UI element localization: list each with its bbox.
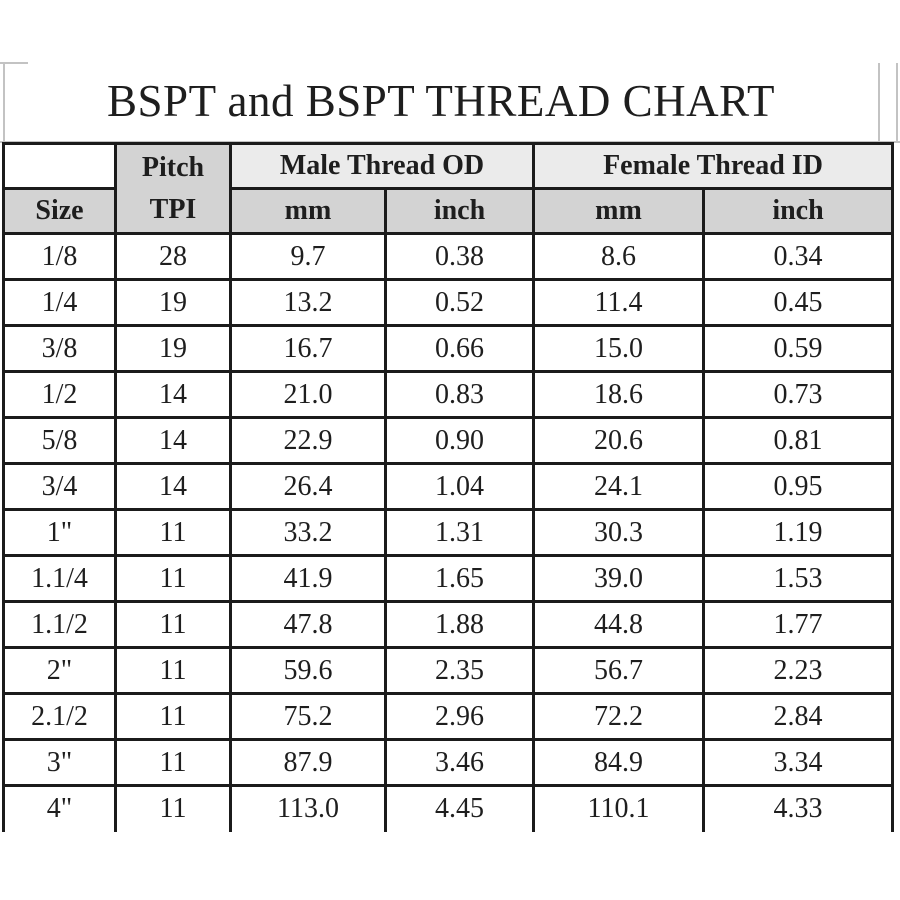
header-size: Size bbox=[4, 189, 116, 234]
cell-size: 1" bbox=[4, 510, 116, 556]
header-pitch-tpi bbox=[116, 144, 231, 234]
header-male-mm: mm bbox=[231, 189, 386, 234]
cell-pitch-tpi: 14 bbox=[116, 418, 231, 464]
cell-pitch-tpi: 11 bbox=[116, 694, 231, 740]
cell-female-id-inch: 1.53 bbox=[704, 556, 893, 602]
cell-male-od-mm: 75.2 bbox=[231, 694, 386, 740]
cell-size: 5/8 bbox=[4, 418, 116, 464]
cell-size: 1/2 bbox=[4, 372, 116, 418]
cell-male-od-mm: 47.8 bbox=[231, 602, 386, 648]
cell-female-id-mm: 15.0 bbox=[534, 326, 704, 372]
cell-female-id-mm: 8.6 bbox=[534, 234, 704, 280]
cell-female-id-inch: 0.81 bbox=[704, 418, 893, 464]
header-female-thread-id: Female Thread ID bbox=[534, 144, 893, 189]
corner-blank-cell bbox=[4, 144, 116, 189]
cell-size: 1.1/2 bbox=[4, 602, 116, 648]
cell-pitch-tpi: 11 bbox=[116, 648, 231, 694]
header-female-inch: inch bbox=[704, 189, 893, 234]
cell-female-id-mm: 84.9 bbox=[534, 740, 704, 786]
cell-pitch-tpi: 19 bbox=[116, 326, 231, 372]
cell-male-od-inch: 0.52 bbox=[386, 280, 534, 326]
cell-female-id-inch: 4.33 bbox=[704, 786, 893, 832]
cell-female-id-inch: 1.77 bbox=[704, 602, 893, 648]
cell-male-od-inch: 1.65 bbox=[386, 556, 534, 602]
cell-female-id-inch: 0.95 bbox=[704, 464, 893, 510]
scan-rule-right-inner bbox=[878, 63, 880, 142]
cell-female-id-mm: 11.4 bbox=[534, 280, 704, 326]
table-row bbox=[4, 786, 893, 832]
header-pitch-label: Pitch bbox=[141, 151, 205, 183]
cell-male-od-mm: 33.2 bbox=[231, 510, 386, 556]
cell-female-id-mm: 72.2 bbox=[534, 694, 704, 740]
cell-male-od-inch: 2.35 bbox=[386, 648, 534, 694]
cell-size: 3/4 bbox=[4, 464, 116, 510]
cell-female-id-inch: 2.23 bbox=[704, 648, 893, 694]
cell-female-id-mm: 110.1 bbox=[534, 786, 704, 832]
table-row bbox=[4, 418, 893, 464]
cell-female-id-mm: 20.6 bbox=[534, 418, 704, 464]
table-row bbox=[4, 372, 893, 418]
cell-male-od-inch: 0.90 bbox=[386, 418, 534, 464]
table-row bbox=[4, 602, 893, 648]
cell-male-od-inch: 0.38 bbox=[386, 234, 534, 280]
scan-rule-right-outer bbox=[896, 63, 898, 142]
cell-male-od-inch: 1.88 bbox=[386, 602, 534, 648]
cell-size: 1/8 bbox=[4, 234, 116, 280]
cell-size: 3" bbox=[4, 740, 116, 786]
cell-male-od-inch: 4.45 bbox=[386, 786, 534, 832]
cell-male-od-mm: 16.7 bbox=[231, 326, 386, 372]
cell-pitch-tpi: 11 bbox=[116, 740, 231, 786]
cell-male-od-mm: 59.6 bbox=[231, 648, 386, 694]
cell-male-od-mm: 9.7 bbox=[231, 234, 386, 280]
cell-size: 2.1/2 bbox=[4, 694, 116, 740]
cell-female-id-inch: 0.73 bbox=[704, 372, 893, 418]
cell-female-id-inch: 0.34 bbox=[704, 234, 893, 280]
table-row bbox=[4, 280, 893, 326]
table-row bbox=[4, 740, 893, 786]
cell-pitch-tpi: 14 bbox=[116, 372, 231, 418]
cell-male-od-mm: 26.4 bbox=[231, 464, 386, 510]
cell-female-id-inch: 3.34 bbox=[704, 740, 893, 786]
header-female-mm: mm bbox=[534, 189, 704, 234]
table-row bbox=[4, 464, 893, 510]
cell-pitch-tpi: 19 bbox=[116, 280, 231, 326]
header-tpi-label: TPI bbox=[149, 193, 197, 225]
cell-male-od-mm: 87.9 bbox=[231, 740, 386, 786]
cell-pitch-tpi: 11 bbox=[116, 556, 231, 602]
table-row bbox=[4, 234, 893, 280]
thread-table bbox=[2, 142, 894, 832]
cell-male-od-mm: 13.2 bbox=[231, 280, 386, 326]
cell-male-od-inch: 3.46 bbox=[386, 740, 534, 786]
cell-female-id-mm: 39.0 bbox=[534, 556, 704, 602]
cell-female-id-inch: 0.59 bbox=[704, 326, 893, 372]
cell-female-id-mm: 56.7 bbox=[534, 648, 704, 694]
table-row bbox=[4, 326, 893, 372]
cell-male-od-inch: 1.31 bbox=[386, 510, 534, 556]
cell-size: 3/8 bbox=[4, 326, 116, 372]
header-row-groups bbox=[4, 144, 893, 189]
cell-pitch-tpi: 14 bbox=[116, 464, 231, 510]
cell-male-od-mm: 41.9 bbox=[231, 556, 386, 602]
cell-size: 1.1/4 bbox=[4, 556, 116, 602]
table-row bbox=[4, 510, 893, 556]
cell-pitch-tpi: 11 bbox=[116, 602, 231, 648]
cell-female-id-mm: 18.6 bbox=[534, 372, 704, 418]
cell-female-id-mm: 30.3 bbox=[534, 510, 704, 556]
cell-female-id-mm: 24.1 bbox=[534, 464, 704, 510]
cell-male-od-mm: 113.0 bbox=[231, 786, 386, 832]
cell-female-id-inch: 2.84 bbox=[704, 694, 893, 740]
header-male-thread-od: Male Thread OD bbox=[231, 144, 534, 189]
cell-male-od-mm: 21.0 bbox=[231, 372, 386, 418]
cell-female-id-mm: 44.8 bbox=[534, 602, 704, 648]
table-row bbox=[4, 556, 893, 602]
cell-pitch-tpi: 28 bbox=[116, 234, 231, 280]
cell-female-id-inch: 1.19 bbox=[704, 510, 893, 556]
cell-male-od-mm: 22.9 bbox=[231, 418, 386, 464]
table-row bbox=[4, 694, 893, 740]
cell-female-id-inch: 0.45 bbox=[704, 280, 893, 326]
cell-size: 2" bbox=[4, 648, 116, 694]
cell-pitch-tpi: 11 bbox=[116, 510, 231, 556]
header-male-inch: inch bbox=[386, 189, 534, 234]
cell-male-od-inch: 2.96 bbox=[386, 694, 534, 740]
cell-male-od-inch: 0.83 bbox=[386, 372, 534, 418]
table-row bbox=[4, 648, 893, 694]
cell-male-od-inch: 1.04 bbox=[386, 464, 534, 510]
cell-size: 1/4 bbox=[4, 280, 116, 326]
cell-male-od-inch: 0.66 bbox=[386, 326, 534, 372]
chart-title: BSPT and BSPT THREAD CHART bbox=[107, 76, 775, 126]
cell-pitch-tpi: 11 bbox=[116, 786, 231, 832]
scan-rule-top-tick bbox=[0, 62, 28, 64]
cell-size: 4" bbox=[4, 786, 116, 832]
